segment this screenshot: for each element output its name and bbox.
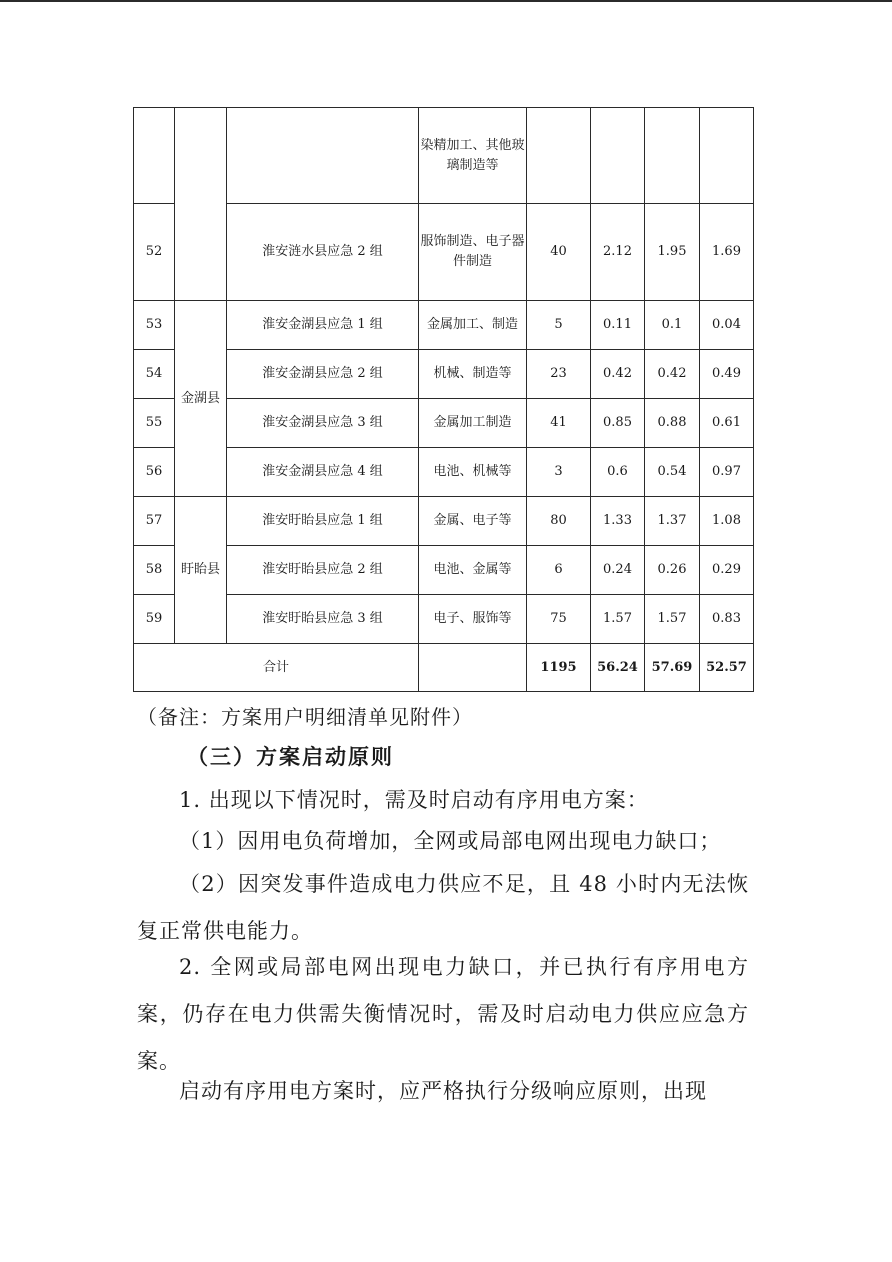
- cell-value-3: 0.1: [645, 301, 700, 350]
- cell-value-4: 0.83: [700, 595, 754, 644]
- cell-industry: 电子、服饰等: [419, 595, 527, 644]
- cell-value-4: 0.61: [700, 399, 754, 448]
- cell-no: 56: [134, 448, 175, 497]
- table-row: [134, 497, 754, 546]
- cell-value-2: 0.85: [591, 399, 645, 448]
- cell-total-3: 57.69: [645, 644, 700, 692]
- cell-value-1: 80: [527, 497, 591, 546]
- emergency-groups-table: [133, 107, 754, 692]
- cell-value-3: 0.88: [645, 399, 700, 448]
- cell-value-4: 0.49: [700, 350, 754, 399]
- cell-no: 58: [134, 546, 175, 595]
- cell-county: [175, 108, 227, 301]
- cell-industry: 金属加工、制造: [419, 301, 527, 350]
- cell-group: 淮安金湖县应急 2 组: [227, 350, 419, 399]
- cell-value-3: 0.26: [645, 546, 700, 595]
- paragraph-body: 启动有序用电方案时，应严格执行分级响应原则，出现: [179, 1079, 707, 1103]
- table-row: [134, 350, 754, 399]
- cell-value-2: 1.57: [591, 595, 645, 644]
- cell-value-1: 3: [527, 448, 591, 497]
- table-note: （备注：方案用户明细清单见附件）: [137, 705, 473, 729]
- paragraph-item-1-1: （1）因用电负荷增加，全网或局部电网出现电力缺口；: [179, 829, 722, 853]
- cell-industry: 电池、机械等: [419, 448, 527, 497]
- cell-value-2: 0.11: [591, 301, 645, 350]
- cell-value-1: 5: [527, 301, 591, 350]
- cell-group: 淮安盱眙县应急 1 组: [227, 497, 419, 546]
- cell-value-4: [700, 108, 754, 204]
- cell-value-3: 1.57: [645, 595, 700, 644]
- table-row: [134, 399, 754, 448]
- cell-value-2: 2.12: [591, 204, 645, 301]
- cell-value-2: [591, 108, 645, 204]
- cell-industry: 金属、电子等: [419, 497, 527, 546]
- cell-value-2: 0.24: [591, 546, 645, 595]
- cell-no: 53: [134, 301, 175, 350]
- cell-value-3: [645, 108, 700, 204]
- cell-value-4: 1.69: [700, 204, 754, 301]
- cell-no: 59: [134, 595, 175, 644]
- section-heading: （三）方案启动原则: [187, 744, 394, 769]
- cell-group: 淮安金湖县应急 4 组: [227, 448, 419, 497]
- table-total-row: [134, 644, 754, 692]
- cell-industry: 服饰制造、电子器件制造: [419, 204, 527, 301]
- cell-total-4: 52.57: [700, 644, 754, 692]
- cell-county: 金湖县: [175, 301, 227, 497]
- paragraph-item-1-2: （2）因突发事件造成电力供应不足，且 48 小时内无法恢复正常供电能力。: [137, 872, 749, 943]
- cell-value-3: 1.37: [645, 497, 700, 546]
- cell-value-1: 41: [527, 399, 591, 448]
- cell-total-2: 56.24: [591, 644, 645, 692]
- cell-industry: 染精加工、其他玻璃制造等: [419, 108, 527, 204]
- cell-value-2: 1.33: [591, 497, 645, 546]
- cell-value-3: 0.54: [645, 448, 700, 497]
- top-border-line: [0, 0, 892, 2]
- cell-group: [227, 108, 419, 204]
- cell-value-4: 0.97: [700, 448, 754, 497]
- table-row: [134, 204, 754, 301]
- cell-group: 淮安金湖县应急 3 组: [227, 399, 419, 448]
- cell-value-1: [527, 108, 591, 204]
- cell-industry: 电池、金属等: [419, 546, 527, 595]
- cell-total-1: 1195: [527, 644, 591, 692]
- cell-no: 52: [134, 204, 175, 301]
- cell-value-2: 0.42: [591, 350, 645, 399]
- cell-no: 55: [134, 399, 175, 448]
- cell-value-4: 0.29: [700, 546, 754, 595]
- table-row: [134, 301, 754, 350]
- cell-industry: 金属加工制造: [419, 399, 527, 448]
- cell-value-1: 75: [527, 595, 591, 644]
- cell-value-4: 1.08: [700, 497, 754, 546]
- cell-group: 淮安盱眙县应急 3 组: [227, 595, 419, 644]
- cell-no: [134, 108, 175, 204]
- cell-value-1: 23: [527, 350, 591, 399]
- cell-group: 淮安盱眙县应急 2 组: [227, 546, 419, 595]
- cell-value-3: 1.95: [645, 204, 700, 301]
- paragraph-item-1: 1. 出现以下情况时，需及时启动有序用电方案：: [179, 788, 649, 812]
- cell-value-2: 0.6: [591, 448, 645, 497]
- cell-value-1: 6: [527, 546, 591, 595]
- cell-industry: [419, 644, 527, 692]
- cell-value-1: 40: [527, 204, 591, 301]
- cell-county: 盱眙县: [175, 497, 227, 644]
- cell-group: 淮安金湖县应急 1 组: [227, 301, 419, 350]
- cell-total-label: 合计: [134, 644, 419, 692]
- cell-no: 54: [134, 350, 175, 399]
- cell-group: 淮安涟水县应急 2 组: [227, 204, 419, 301]
- paragraph-item-2: 2. 全网或局部电网出现电力缺口，并已执行有序用电方案，仍存在电力供需失衡情况时，需及时启动电力供应应急方案。: [137, 955, 749, 1073]
- cell-no: 57: [134, 497, 175, 546]
- cell-value-3: 0.42: [645, 350, 700, 399]
- table-row: [134, 448, 754, 497]
- table-row: [134, 595, 754, 644]
- cell-industry: 机械、制造等: [419, 350, 527, 399]
- cell-value-4: 0.04: [700, 301, 754, 350]
- table-row: [134, 546, 754, 595]
- table-row: [134, 108, 754, 204]
